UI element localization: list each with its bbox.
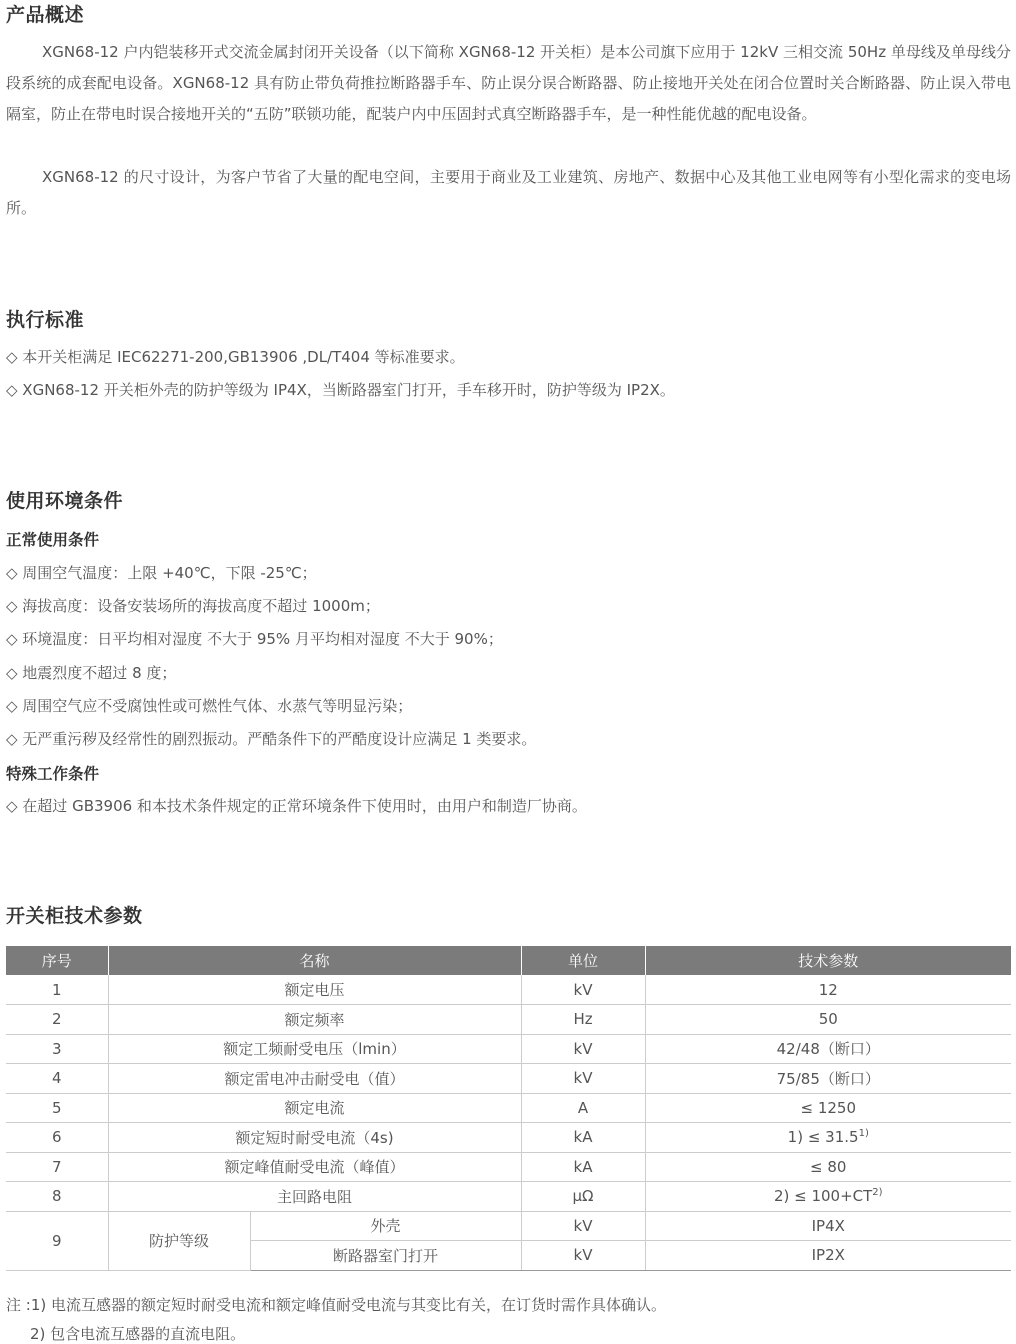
cell-unit: kA (521, 1123, 645, 1153)
value-text: 1) ≤ 31.5 (787, 1128, 859, 1147)
overview-paragraph-1: XGN68-12 户内铠装移开式交流金属封闭开关设备（以下简称 XGN68-12 开关柜）是本公司旗下应用于 12kV 三相交流 50Hz 单母线及单母线分段系统的成套配电设备。XGN68-12 具有防止带负荷推拉断路器手车、防止误分误合断路器、防止接地开关处在闭合位置时关合断路器、防止误入带电隔室，防止在带电时误合接地开关的“五防”联锁功能，配装户内中压固封式真空断路器手车，是一种性能优越的配电设备。 (6, 43, 1011, 123)
cell-value (645, 1123, 1011, 1153)
cell-name: 额定工频耐受电压（lmin） (108, 1034, 521, 1064)
cell-unit: kV (521, 1241, 645, 1271)
table-row (6, 1211, 1011, 1241)
standards-item-1: ◇ 本开关柜满足 IEC62271-200,GB13906 ,DL/T404 等标准要求。 (6, 348, 465, 366)
overview-paragraph-2: XGN68-12 的尺寸设计，为客户节省了大量的配电空间，主要用于商业及工业建筑、房地产、数据中心及其他工业电网等有小型化需求的变电场所。 (6, 168, 1011, 217)
cell-value: ≤ 1250 (645, 1093, 1011, 1123)
standards-item-2: ◇ XGN68-12 开关柜外壳的防护等级为 IP4X，当断路器室门打开，手车移开时，防护等级为 IP2X。 (6, 381, 675, 399)
cell-no: 1 (6, 975, 108, 1005)
table-row (6, 1152, 1011, 1182)
cell-subname: 外壳 (250, 1211, 521, 1241)
section-title-standards: 执行标准 (6, 309, 85, 331)
cell-name: 额定雷电冲击耐受电（值） (108, 1064, 521, 1094)
normal-condition-item: ◇ 地震烈度不超过 8 度； (6, 664, 177, 682)
cell-no: 3 (6, 1034, 108, 1064)
cell-value: IP4X (645, 1211, 1011, 1241)
cell-unit: kV (521, 975, 645, 1005)
section-title-overview: 产品概述 (6, 4, 85, 26)
cell-unit: A (521, 1093, 645, 1123)
normal-condition-item: ◇ 环境温度：日平均相对湿度 不大于 95% 月平均相对湿度 不大于 90%； (6, 630, 503, 648)
cell-name: 主回路电阻 (108, 1182, 521, 1212)
cell-no: 7 (6, 1152, 108, 1182)
normal-condition-item: ◇ 周围空气温度：上限 +40℃，下限 -25℃； (6, 564, 317, 582)
section-title-environment: 使用环境条件 (6, 490, 124, 512)
cell-no: 4 (6, 1064, 108, 1094)
cell-unit: kA (521, 1152, 645, 1182)
table-row (6, 1034, 1011, 1064)
header-value: 技术参数 (645, 946, 1011, 975)
cell-unit: μΩ (521, 1182, 645, 1212)
normal-condition-item: ◇ 周围空气应不受腐蚀性或可燃性气体、水蒸气等明显污染； (6, 697, 413, 715)
cell-value (645, 1182, 1011, 1212)
subsection-title-special: 特殊工作条件 (6, 765, 100, 783)
value-text: 2) ≤ 100+CT (773, 1187, 873, 1206)
cell-no: 8 (6, 1182, 108, 1212)
table-row (6, 1123, 1011, 1153)
header-name: 名称 (108, 946, 521, 975)
special-condition-item: ◇ 在超过 GB3906 和本技术条件规定的正常环境条件下使用时，由用户和制造厂协商。 (6, 797, 587, 815)
table-row (6, 1093, 1011, 1123)
cell-unit: Hz (521, 1005, 645, 1035)
table-note-1: 注 :1) 电流互感器的额定短时耐受电流和额定峰值耐受电流与其变比有关，在订货时需作具体确认。 (6, 1296, 666, 1314)
cell-value: IP2X (645, 1241, 1011, 1271)
normal-condition-item: ◇ 海拔高度：设备安装场所的海拔高度不超过 1000m； (6, 597, 380, 615)
table-row (6, 1005, 1011, 1035)
cell-unit: kV (521, 1211, 645, 1241)
cell-value: 75/85（断口） (645, 1064, 1011, 1094)
cell-value: 12 (645, 975, 1011, 1005)
header-unit: 单位 (521, 946, 645, 975)
cell-name: 额定短时耐受电流（4s) (108, 1123, 521, 1153)
cell-unit: kV (521, 1034, 645, 1064)
table-note-2: 2) 包含电流互感器的直流电阻。 (30, 1325, 246, 1343)
table-row (6, 1064, 1011, 1094)
section-title-params: 开关柜技术参数 (6, 905, 143, 927)
cell-name: 额定电压 (108, 975, 521, 1005)
table-header-row (6, 946, 1011, 975)
cell-name: 额定电流 (108, 1093, 521, 1123)
tech-params-table (6, 946, 1011, 1271)
table-row (6, 975, 1011, 1005)
cell-value: 50 (645, 1005, 1011, 1035)
cell-no: 2 (6, 1005, 108, 1035)
cell-subname: 断路器室门打开 (250, 1241, 521, 1271)
cell-value: ≤ 80 (645, 1152, 1011, 1182)
cell-no: 5 (6, 1093, 108, 1123)
subsection-title-normal: 正常使用条件 (6, 531, 100, 549)
cell-unit: kV (521, 1064, 645, 1094)
cell-name: 额定频率 (108, 1005, 521, 1035)
cell-no: 6 (6, 1123, 108, 1153)
table-row (6, 1182, 1011, 1212)
normal-condition-item: ◇ 无严重污秽及经常性的剧烈振动。严酷条件下的严酷度设计应满足 1 类要求。 (6, 730, 537, 748)
footnote-mark: 2) (872, 1187, 883, 1199)
cell-value: 42/48（断口） (645, 1034, 1011, 1064)
cell-name: 额定峰值耐受电流（峰值） (108, 1152, 521, 1182)
header-no: 序号 (6, 946, 108, 975)
footnote-mark: 1) (858, 1128, 869, 1140)
cell-no: 9 (6, 1211, 108, 1270)
cell-name: 防护等级 (108, 1211, 250, 1270)
